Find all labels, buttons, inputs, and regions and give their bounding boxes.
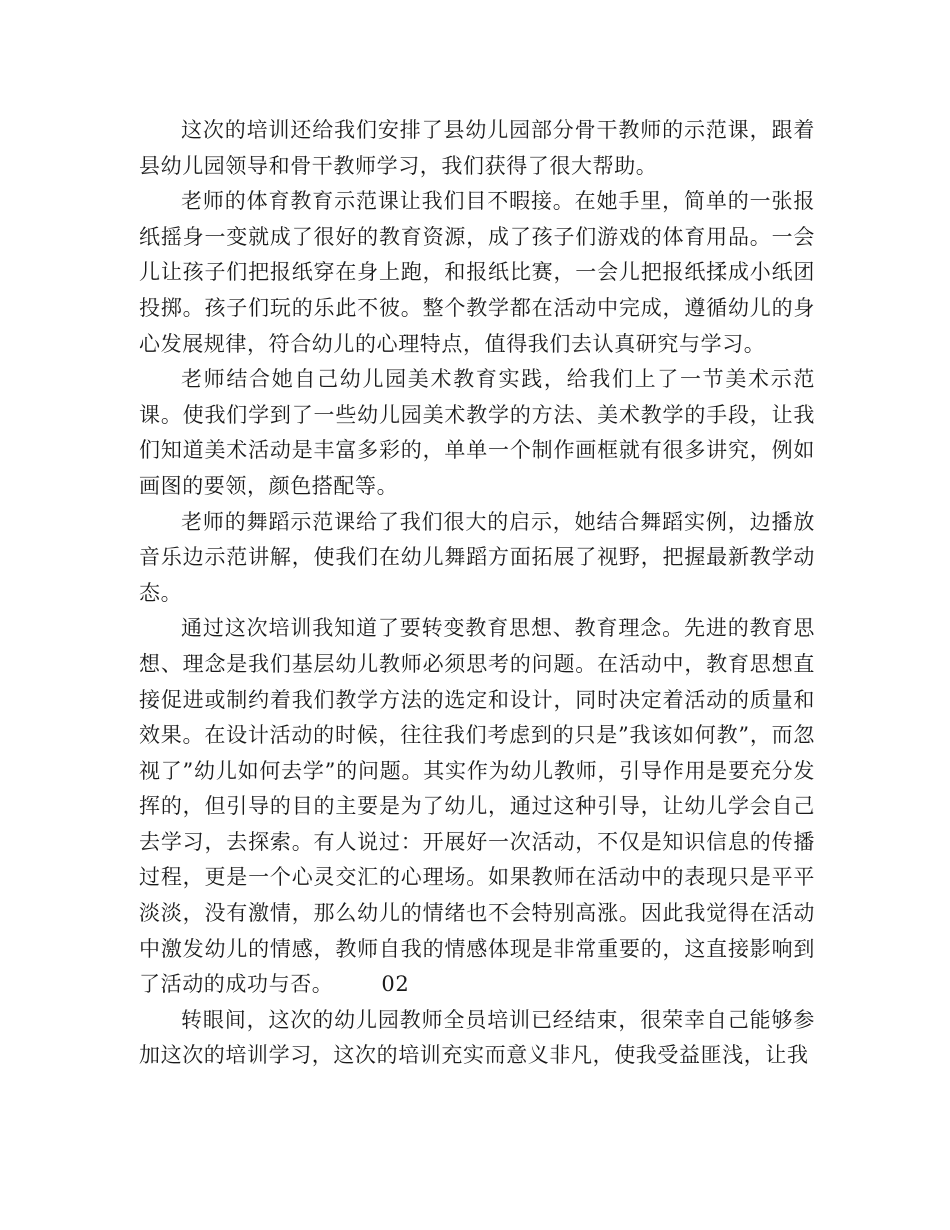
paragraph-3: 老师结合她自己幼儿园美术教育实践，给我们上了一节美术示范课。使我们学到了一些幼儿园美术教学的方法、美术教学的手段，让我们知道美术活动是丰富多彩的，单单一个制作画框就有很多讲究，例如画图的要领，颜色搭配等。 [139, 367, 815, 498]
paragraph-5-text: 通过这次培训我知道了要转变教育思想、教育理念。先进的教育思想、理念是我们基层幼儿教师必须思考的问题。在活动中，教育思想直接促进或制约着我们教学方法的选定和设计，同时决定着活动的质量和效果。在设计活动的时候，往往我们考虑到的只是”我该如何教”，而忽视了”幼儿如何去学”的问题。其实作为幼儿教师，引导作用是要充分发挥的，但引导的目的主要是为了幼儿，通过这种引导，让幼儿学会自己去学习，去探索。有人说过：开展好一次活动，不仅是知识信息的传播过程，更是一个心灵交汇的心理场。如果教师在活动中的表现只是平平淡淡，没有激情，那么幼儿的情绪也不会特别高涨。因此我觉得在活动中激发幼儿的情感，教师自我的情感体现是非常重要的，这直接影响到了活动的成功与否。 [139, 616, 815, 997]
document-body [139, 113, 815, 1074]
paragraph-1: 这次的培训还给我们安排了县幼儿园部分骨干教师的示范课，跟着县幼儿园领导和骨干教师学习，我们获得了很大帮助。 [139, 118, 815, 178]
paragraph-6: 转眼间，这次的幼儿园教师全员培训已经结束，很荣幸自己能够参加这次的培训学习，这次的培训充实而意义非凡，使我受益匪浅，让我 [139, 1007, 815, 1068]
paragraph-4: 老师的舞蹈示范课给了我们很大的启示，她结合舞蹈实例，边播放音乐边示范讲解，使我们在幼儿舞蹈方面拓展了视野，把握最新教学动态。 [139, 509, 815, 605]
paragraph-5 [139, 611, 815, 1003]
paragraph-2: 老师的体育教育示范课让我们目不暇接。在她手里，简单的一张报纸摇身一变就成了很好的教育资源，成了孩子们游戏的体育用品。一会儿让孩子们把报纸穿在身上跑，和报纸比赛，一会儿把报纸揉成小纸团投掷。孩子们玩的乐此不彼。整个教学都在活动中完成，遵循幼儿的身心发展规律，符合幼儿的心理特点，值得我们去认真研究与学习。 [139, 189, 815, 356]
section-number: 02 [381, 972, 410, 997]
